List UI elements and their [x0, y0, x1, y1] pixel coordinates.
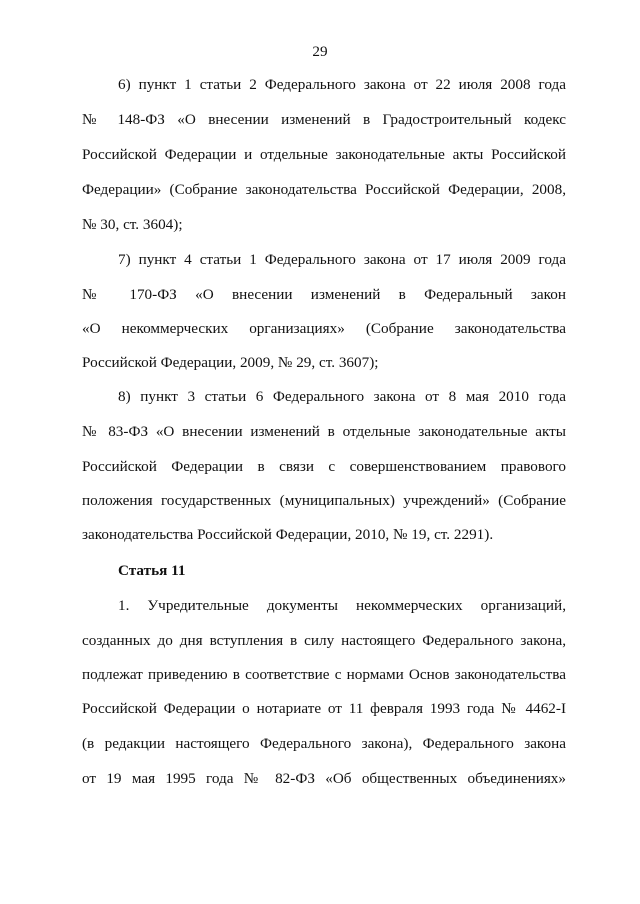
item-6-line-4: Федерации» (Собрание законодательства Российской Федерации, 2008, [82, 181, 566, 198]
item-7-line-2: № 170-ФЗ «О внесении изменений в Федеральный закон [82, 286, 566, 303]
item-8-line-1: 8) пункт 3 статьи 6 Федерального закона от 8 мая 2010 года [118, 388, 566, 405]
item-8-line-2: № 83-ФЗ «О внесении изменений в отдельные законодательные акты [82, 423, 566, 440]
item-7-line-3: «О некоммерческих организациях» (Собрание законодательства [82, 320, 566, 337]
item-8-line-5: законодательства Российской Федерации, 2010, № 19, ст. 2291). [82, 526, 494, 543]
article-heading: Статья 11 [118, 562, 186, 579]
article-11-line-6: от 19 мая 1995 года № 82-ФЗ «Об общественных объединениях» [82, 770, 566, 787]
article-11-line-1: 1. Учредительные документы некоммерческих организаций, [118, 597, 566, 614]
item-6-line-3: Российской Федерации и отдельные законодательные акты Российской [82, 146, 566, 163]
item-6-line-1: 6) пункт 1 статьи 2 Федерального закона от 22 июля 2008 года [118, 76, 566, 93]
item-6-line-5: № 30, ст. 3604); [82, 216, 183, 233]
item-8-line-4: положения государственных (муниципальных) учреждений» (Собрание [82, 492, 566, 509]
item-7-line-4: Российской Федерации, 2009, № 29, ст. 3607); [82, 354, 379, 371]
article-11-line-2: созданных до дня вступления в силу настоящего Федерального закона, [82, 632, 566, 649]
article-11-line-5: (в редакции настоящего Федерального закона), Федерального закона [82, 735, 566, 752]
article-11-line-4: Российской Федерации о нотариате от 11 февраля 1993 года № 4462-I [82, 700, 566, 717]
item-7-line-1: 7) пункт 4 статьи 1 Федерального закона от 17 июля 2009 года [118, 251, 566, 268]
page-number: 29 [312, 43, 328, 60]
article-11-line-3: подлежат приведению в соответствие с нормами Основ законодательства [82, 666, 566, 683]
item-8-line-3: Российской Федерации в связи с совершенствованием правового [82, 458, 566, 475]
item-6-line-2: № 148-ФЗ «О внесении изменений в Градостроительный кодекс [82, 111, 566, 128]
